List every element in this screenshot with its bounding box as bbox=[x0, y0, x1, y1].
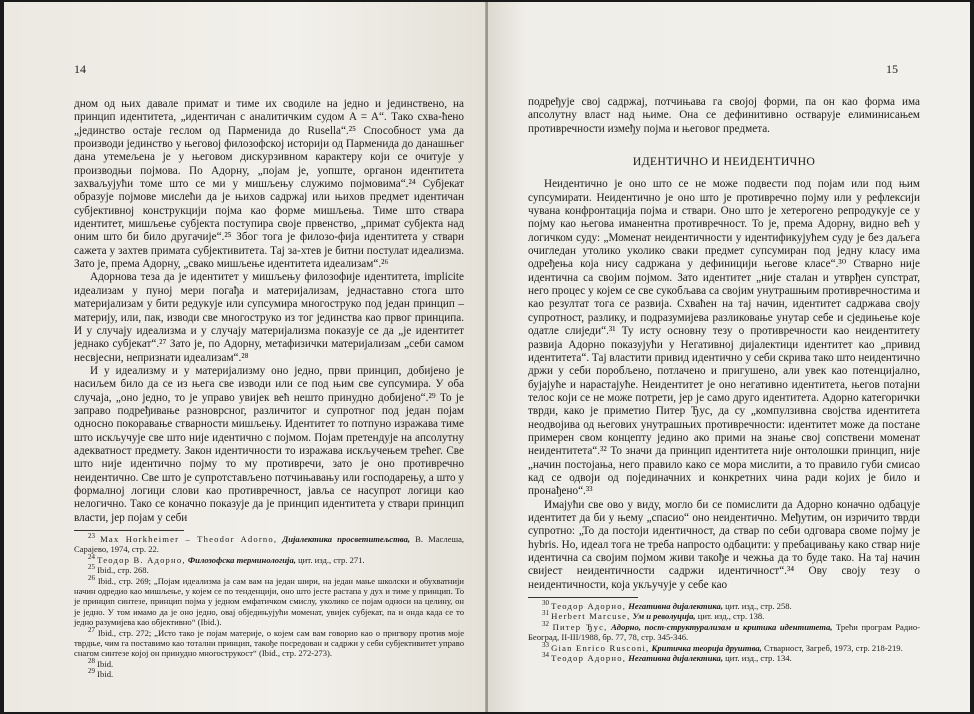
footnote-part: Негативна дијалектика, bbox=[628, 653, 723, 664]
footnote-part: Ibid., стр. 269; „Појам идеализма ја сам вам на један шири, на један мање школски и обухватнији начин одредио као мишљење, у којем се по тенденцији, оно што јесте растапа у дух и тиме у принцип. То је принцип синтезе, принцип појма у једном емфатичком смислу, уколико се појам односи на целину, он је једно. У том имамо да је оно једно, овај обједињујући моменат, увијек субјекат, па и онда када се то једно разумијева као објективно“ (Ibid.). bbox=[74, 575, 464, 628]
section-heading: ИДЕНТИЧНО И НЕИДЕНТИЧНО bbox=[632, 154, 816, 169]
footnote-part: Стварност, Загреб, 1973, стр. 218-219. bbox=[763, 642, 903, 653]
footnote-part: Питер Ђус, bbox=[552, 621, 608, 632]
paragraph: Имајући све ово у виду, могло би се помислити да Адорно коначно одбацује идентитет да би у њему „спасио“ оно неидентично. Међутим, он изричито тврди супротно: „То да постоји идентичност, да ствар по себи одговара своме појму је hybris. Но, идеал тога не треба напросто одбацити: у пребацивању како ствар није идентична са својим појмом живи такође и чежња да то буде тако. На тај начин свијест неидентичности садржи идентичност“.³⁴ Ову своју тезу о неидентичности, која укључује у себе као bbox=[528, 498, 920, 591]
footnote bbox=[528, 619, 920, 643]
footnote-part: 32 bbox=[542, 619, 549, 628]
footnote-part: Критичка теорија друштва, bbox=[651, 642, 762, 653]
footnote-part: Max Horkheimer – Theodor Adorno, bbox=[100, 534, 278, 544]
footnote-part: Негативна дијалектика, bbox=[628, 601, 723, 612]
footnote-part: 28 bbox=[88, 657, 95, 666]
footnote-part: Gian Enrico Rusconi, bbox=[551, 642, 650, 653]
footnote-part: цит. изд., стр. 138. bbox=[697, 611, 765, 622]
footnote-part: цит. изд., стр. 258. bbox=[725, 601, 792, 612]
footnote-part: Теодор В. Адорно, bbox=[97, 554, 186, 565]
footnote-part: Ibid. bbox=[97, 658, 114, 669]
footnote-part: Трећи програм Радио-Београд, II-III/1988, бр. 77, 78, стр. 345-346. bbox=[528, 621, 920, 643]
footnote-part: 26 bbox=[88, 573, 95, 582]
footnote-part: В. Маслеша, Сарајево, 1974, стр. 22. bbox=[74, 534, 465, 555]
footnote-part: Дијалектика просветитељства, bbox=[282, 534, 411, 544]
page-number: 15 bbox=[886, 62, 898, 76]
footnote bbox=[74, 573, 464, 628]
book-spread bbox=[4, 2, 970, 712]
footnote-part: Ibid., стр. 268. bbox=[97, 565, 149, 576]
footnote-part: Теодор Адорно, bbox=[551, 601, 627, 612]
footnotes bbox=[528, 601, 920, 663]
footnote-part: Филозофска терминологија, bbox=[187, 554, 296, 565]
footnote bbox=[528, 640, 920, 653]
left-page bbox=[4, 2, 486, 712]
footnote-part: 30 bbox=[542, 599, 549, 608]
footnote-part: 29 bbox=[88, 667, 95, 676]
footnote bbox=[74, 659, 464, 669]
footnote bbox=[74, 565, 464, 575]
footnote-part: 33 bbox=[542, 640, 549, 649]
footnote-part: Ibid., стр. 272; „Исто тако је појам материје, о којем сам вам говорио као о пригвору против моје тврдње, чим га поставимо као тотални принцип, такође посредован и садржи у себи субјективитет управо снагом синтезе којој он принудно многострукост“ (Ibid., стр. 272-273). bbox=[74, 627, 465, 659]
footnote-part: 31 bbox=[542, 609, 549, 618]
footnote-part: 25 bbox=[88, 563, 95, 572]
page-number: 14 bbox=[74, 62, 86, 76]
footnote-part: 23 bbox=[88, 532, 95, 541]
footnotes bbox=[74, 534, 464, 680]
footnote-part: 34 bbox=[542, 651, 549, 660]
paragraph: Адорнова теза да је идентитет у мишљењу филозофије идентитета, implicite идеализам у пуној мери погађа и материјализам, једнаставно стога што материјализам у бити редукује или супсумира многоструко под један принцип – материју, или, пак, изводи све многоструко из тог јединства као првог принципа. И у случају идеализма и у случају материјализма показује се да „је идентитет једнако субјекат“.²⁷ Зато је, по Адорну, метафизички материјализам „себи самом несвјесни, непризнати идеализам“.²⁸ bbox=[74, 271, 464, 364]
footnote-part: цит. изд., стр. 271. bbox=[298, 554, 365, 565]
footnote-part: Адорно, пост-структурализам и критика идентитета, bbox=[611, 621, 833, 632]
paragraph: Неидентично је оно што се не може подвести под појам или под њим супсумирати. Неидентично је оно што је противречно појму или у рефлексији чувана конфронтација појма и ствари. Оно што је хетерогено репродукује се у појму као његова иманентна противречност. То је, према Адорну, видно већ у логичком суду: „Моменат неидентичности у идентификујућем суду је без даљега очигледан утолико уколико сваки предмет супсумиран под једну класу има одређења која нису садржана у дефиницији његове класе“.³⁰ Стварно није идентична са својим појмом. Зато идентитет „није сталан и утврђен супстрат, него процес у којем се све сукобљава са својим унутрашњим противречностима и као резултат тога се развија. Схваћен на тај начин, идентитет садржава своју супротност, разлику, и подразумијева разликовање унутар себе и сједињење које одатле слиједи“.³¹ Ту исту основну тезу о противречности као неидентитету развија Адорно показујући у Негативној дијалектици идентитет као „привид идентитета“. Тај властити привид идентично у себи скрива тако што неидентично држи у себи поробљено, потлачено и пригушено, али увек као потенцијално, бујајуће и нарастајуће. Неидентитет је оно негативно идентитета, његов потајни телос који се не може потрети, јер је само друго идентитета. Адорно категорички тврди, како је приметио Питер Ђус, да су „компулзивна својства идентитета неодвојива од његових унутрашњих противречности: идентитет може да постане примерен свом концепту једино ако прими на знање свој сопствени моменат неидентитета“.³² То значи да принцип идентитета није онтолошки принцип, није „начин постојања, него правило како се мора мислити, а то правило губи смисао кад се одвоји од појединачних и конкретних чина ради којих је било и пронађено“.³³ bbox=[528, 178, 920, 498]
footnote-part: цит. изд., стр. 134. bbox=[725, 653, 792, 664]
left-body bbox=[74, 98, 464, 680]
footnote-divider bbox=[74, 530, 184, 531]
paragraph: дном од њих давале примат и тиме их сводиле на једно и јединствено, на принцип идентитета, „идентичан с аналитичким судом A = A“. Тако схва-ћено „јединство остаје геслом од Парменида до Rusella“.²⁵ Способност ума да производи јединство у његовој филозофској историји од Парменида до данашњег дана утемељена је у његовом дискурзивном карактеру који се очитује у производњи појмова. По Адорну, „појам је, уопште, органон идентитета захваљујући томе што се ми у мишљењу служимо појмовима“.²⁴ Субјекат образује појмове мислећи да је њихов садржај или њихов предмет идентичан субјективној конструкцији појма као форме мишљења. Тиме што ствара идентитет, мишљење субјекта поступира своје првенство, „примат субјекта над оним што би било другачије“.²⁵ Због тога је филозо-фија идентитета у ствари сажета у захтев примата субјективитета. Тај за-хтев је битни постулат идеализма. Зато је, према Адорну, „свако мишљење идентитета идеализам“.²⁶ bbox=[74, 98, 464, 271]
footnote bbox=[74, 552, 464, 565]
paragraph: И у идеализму и у материјализму оно једно, први принцип, добијено је насиљем било да се из њега све изводи или се под њим све супсумира. У оба случаја, „оно једно, то је управо увијек већ нешто принудно добијено“.²⁹ То је заправо подређивање разноврсног, различитог и супротног под један појам односно покоравање стварности мишљењу. Идентитет то потпуно изражава тиме што искључује све што није идентично с појмом. Појам претендује на апсолутну адекватност предмету. Закон идентичности то изражава искључењем трећег. Све што није идентично појму то му противречи, зато је оно противречно неидентично. Све што је супротстављено потчињавању или господарењу, а што у формалној логици слови као противречност, јавља се насупрот логици као нелогично. Тако се коначно показује да је принцип идентитета у ствари принцип власти, јер појам у себи bbox=[74, 364, 464, 524]
footnote-divider bbox=[528, 597, 638, 598]
right-body bbox=[528, 96, 920, 663]
footnote-part: Теодор Адорно, bbox=[551, 653, 627, 664]
footnote bbox=[528, 601, 920, 611]
footnote-part: Ум и револуција, bbox=[632, 611, 696, 622]
footnote-part: 27 bbox=[88, 625, 95, 634]
footnote bbox=[528, 611, 920, 621]
right-page bbox=[488, 2, 970, 712]
paragraph: подређује свој садржај, потчињава га својој форми, па он као форма има апсолутну власт над њиме. Она се дефинитивно остварује елиминисањем противречности између појма и његовог предмета. bbox=[528, 96, 920, 135]
footnote bbox=[74, 669, 464, 679]
footnote-part: 24 bbox=[88, 552, 95, 561]
footnote bbox=[74, 625, 465, 659]
footnote-part: Ibid. bbox=[97, 669, 114, 680]
footnote-part: Herbert Marcuse, bbox=[551, 611, 631, 622]
footnote bbox=[528, 653, 920, 663]
footnote bbox=[74, 534, 464, 555]
